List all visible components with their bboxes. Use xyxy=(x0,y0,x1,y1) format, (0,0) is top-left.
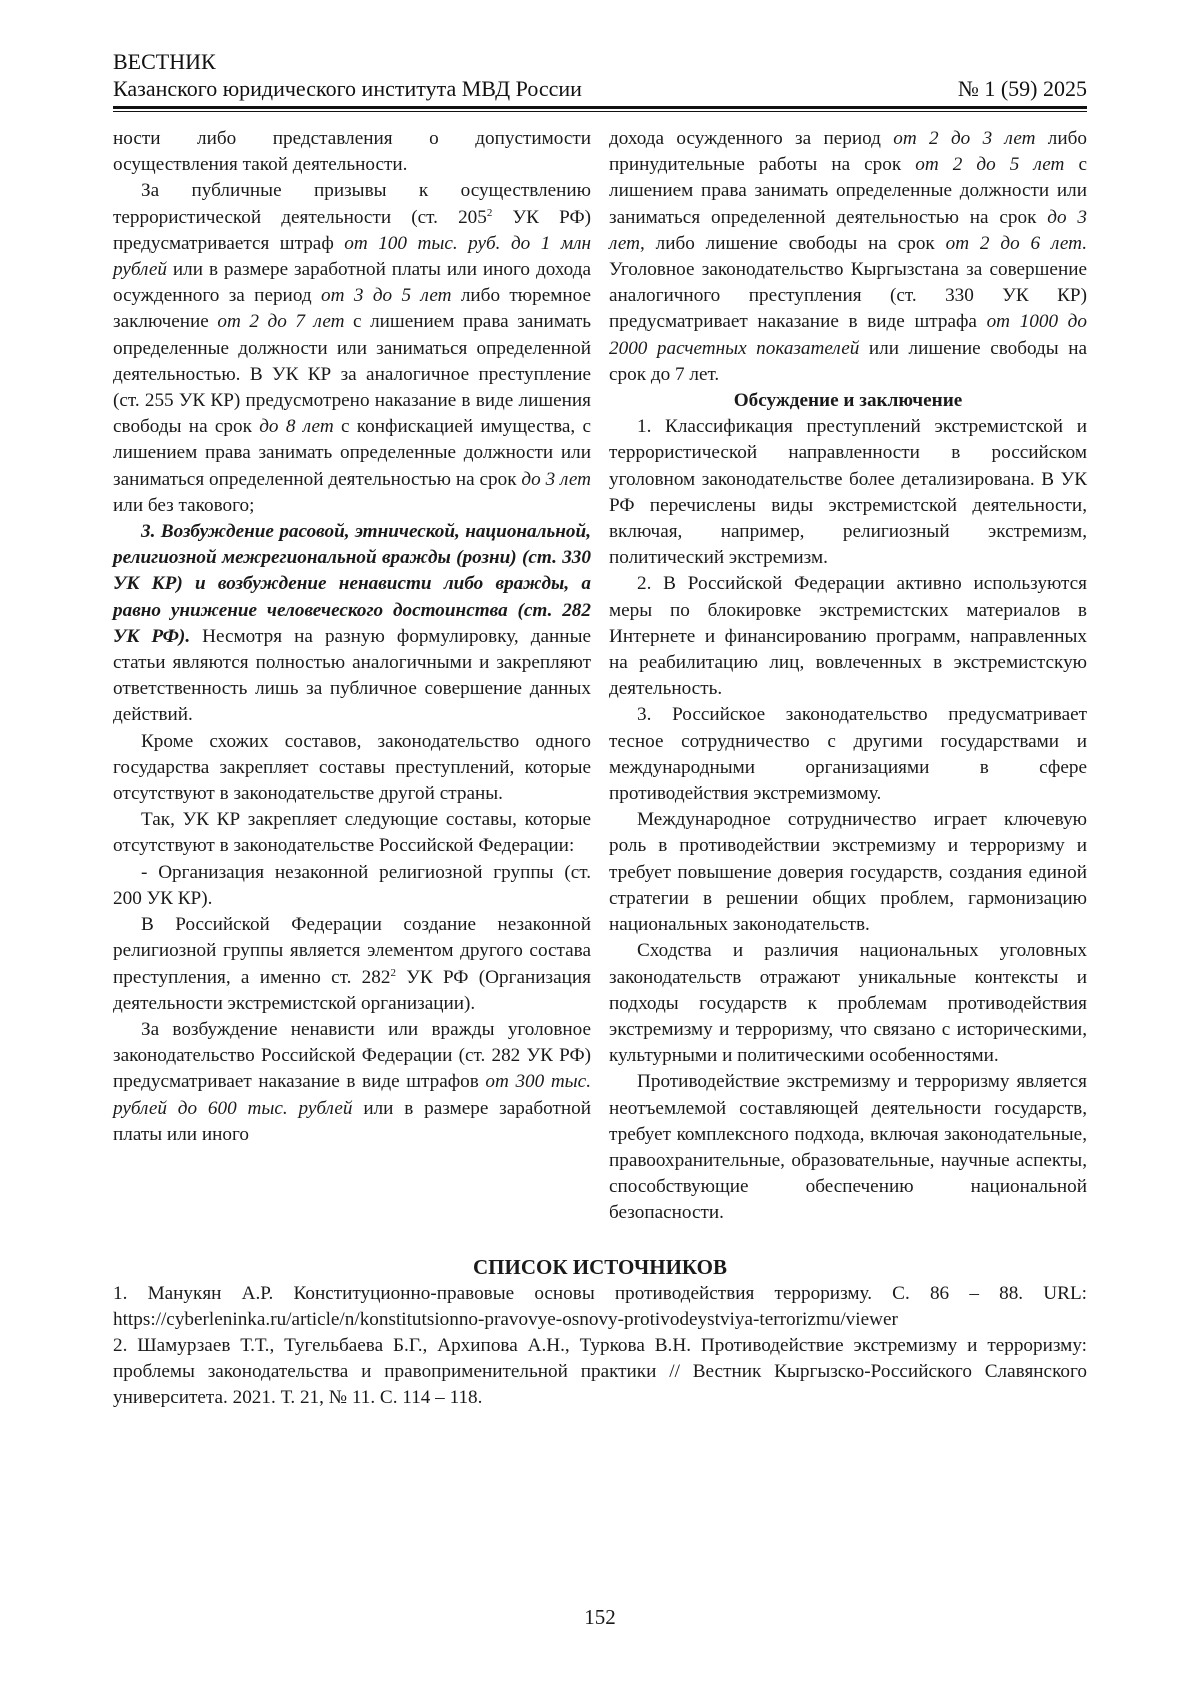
text-run: либо тюремное заключение xyxy=(113,285,591,333)
references-section xyxy=(113,1253,1087,1411)
text-run: , либо лишение свободы на срок xyxy=(639,232,946,254)
superscript: 2 xyxy=(390,966,396,979)
list-item: - Организация незаконной религиозной группы (ст. 200 УК КР). xyxy=(113,861,591,909)
text-run: или в размере заработной платы или иного дохода осужденного за период xyxy=(113,259,591,307)
italic-run: от 2 до 3 лет xyxy=(893,128,1036,149)
italic-run: от 2 до 7 лет xyxy=(217,311,345,333)
journal-title-line1: ВЕСТНИК xyxy=(113,49,216,74)
text-run: В Российской Федерации создание незаконной религиозной группы является элементом другого состава преступления, а именно ст. 282 xyxy=(113,914,591,988)
conclusion-item-3: 3. Российское законодательство предусматривает тесное сотрудничество с другими государствами и международными организациями в сфере противодействия экстремизмому. xyxy=(609,704,1087,805)
text-run: За возбуждение ненависти или вражды уголовное законодательство Российской Федерации (ст. 282 УК РФ) предусматривает наказание в виде штрафов xyxy=(113,1018,591,1093)
header-double-rule xyxy=(113,106,1087,112)
text-run: с лишением права занимать определенные должности или заниматься определенной деятельностью на срок xyxy=(609,154,1087,228)
journal-title-row xyxy=(113,75,1087,102)
text-run: Уголовное законодательство Кыргызстана за совершение аналогичного преступления (ст. 330 УК КР) предусматривает наказание в виде штрафа xyxy=(609,259,1087,333)
text-run: дохода осужденного за период xyxy=(609,128,894,149)
italic-run: от 300 тыс. рублей до 600 тыс. рублей xyxy=(113,1071,591,1119)
italic-run: до 3 лет xyxy=(521,468,591,490)
italic-run: от 2 до 5 лет xyxy=(915,154,1065,176)
paragraph xyxy=(113,912,591,1017)
page-number: 152 xyxy=(584,1605,616,1629)
section-heading: Обсуждение и заключение xyxy=(733,390,963,412)
paragraph xyxy=(113,519,591,729)
conclusion-item-2: 2. В Российской Федерации активно используются меры по блокировке экстремистских материалов в Интернете и финансированию программ, направленных на реабилитацию лиц, вовлеченных в экстремистскую деятельность. xyxy=(609,573,1087,700)
text-run: или лишение свободы на срок до 7 лет. xyxy=(609,337,1087,385)
italic-run: от 3 до 5 лет xyxy=(321,285,452,307)
paragraph: Так, УК КР закрепляет следующие составы, которые отсутствуют в законодательстве Российской Федерации: xyxy=(113,809,591,857)
journal-page xyxy=(113,48,1087,1411)
italic-run: от 1000 до 2000 расчетных показателей xyxy=(609,311,1087,359)
text-run: с лишением права занимать определенные должности или заниматься определенной деятельностью. В УК КР за аналогичное преступление (ст. 255 УК КР) предусмотрено наказание в виде лишения свободы на срок xyxy=(113,311,591,438)
paragraph xyxy=(609,126,1087,388)
italic-run: от 2 до 6 лет. xyxy=(945,232,1087,254)
paragraph xyxy=(113,178,591,519)
left-column xyxy=(113,126,591,1227)
paragraph: Противодействие экстремизму и терроризму является неотъемлемой составляющей деятельности государств, требует комплексного подхода, включая законодательные, правоохранительные, образовательные, научные аспекты, способствующие обеспечению национальной безопасности. xyxy=(609,1071,1087,1224)
text-run: За публичные призывы к осуществлению террористической деятельности (ст. 205 xyxy=(113,180,591,228)
paragraph: ности либо представления о допустимости осуществления такой деятельности. xyxy=(113,128,591,176)
text-run: УК РФ (Организация деятельности экстремистской организации). xyxy=(113,966,591,1014)
paragraph xyxy=(113,1017,591,1148)
reference-item: 1. Манукян А.Р. Конституционно-правовые основы противодействия терроризму. С. 86 – 88. URL: https://cyberleninka.ru/article/n/konstitutsionno-pravovye-osnovy-protivodeystviya-terrorizmu/viewer xyxy=(113,1282,1087,1330)
italic-run: от 100 тыс. руб. до 1 млн рублей xyxy=(113,232,592,281)
issue-number: № 1 (59) 2025 xyxy=(957,76,1087,101)
running-header xyxy=(113,48,1087,112)
journal-title-line2: Казанского юридического института МВД России xyxy=(113,76,582,101)
text-run: или без такового; xyxy=(113,494,255,516)
paragraph: Сходства и различия национальных уголовных законодательств отражают уникальные контексты и подходы государств к проблемам противодействия экстремизму и терроризму, что связано с историческими, культурными и политическими особенностями. xyxy=(609,940,1087,1067)
text-run: УК РФ) предусматривается штраф xyxy=(113,206,591,254)
right-column xyxy=(609,126,1087,1227)
text-run: либо принудительные работы на срок xyxy=(609,128,1087,176)
text-run: или в размере заработной платы или иного xyxy=(113,1097,591,1145)
paragraph: Международное сотрудничество играет ключевую роль в противодействии экстремизму и терроризму и требует повышение доверия государств, создания единой стратегии в решении общих проблем, гармонизацию национальных законодательств. xyxy=(609,809,1087,936)
two-column-body xyxy=(113,126,1087,1227)
reference-item: 2. Шамурзаев Т.Т., Тугельбаева Б.Г., Архипова А.Н., Туркова В.Н. Противодействие экстремизму и терроризму: проблемы законодательства и правоприменительной практики // Вестник Кыргызско-Российского Славянского университета. 2021. Т. 21, № 11. С. 114 – 118. xyxy=(113,1334,1087,1408)
italic-run: до 8 лет xyxy=(259,416,334,438)
text-run: Несмотря на разную формулировку, данные статьи являются полностью аналогичными и закрепляют ответственность лишь за публичное совершение данных действий. xyxy=(113,625,591,726)
paragraph: Кроме схожих составов, законодательство одного государства закрепляет составы преступлений, которые отсутствуют в законодательстве другой страны. xyxy=(113,730,591,805)
superscript: 2 xyxy=(486,206,493,219)
italic-run: до 3 лет xyxy=(609,206,1087,254)
conclusion-item-1: 1. Классификация преступлений экстремистской и террористической направленности в российском уголовном законодательстве более детализирована. В УК РФ перечислены виды экстремистской деятельности, включая, например, религиозный экстремизм, политический экстремизм. xyxy=(609,416,1087,569)
text-run: с конфискацией имущества, с лишением права занимать определенные должности или заниматься определенной деятельностью на срок xyxy=(113,416,592,490)
references-list xyxy=(113,1281,1087,1411)
bold-italic-heading-run: 3. Возбуждение расовой, этнической, национальной, религиозной межрегиональной вражды (розни) (ст. 330 УК КР) и возбуждение ненависти либо вражды, а равно унижение человеческого достоинства (ст. 282 УК РФ). xyxy=(113,521,591,647)
references-heading: СПИСОК ИСТОЧНИКОВ xyxy=(473,1254,727,1279)
